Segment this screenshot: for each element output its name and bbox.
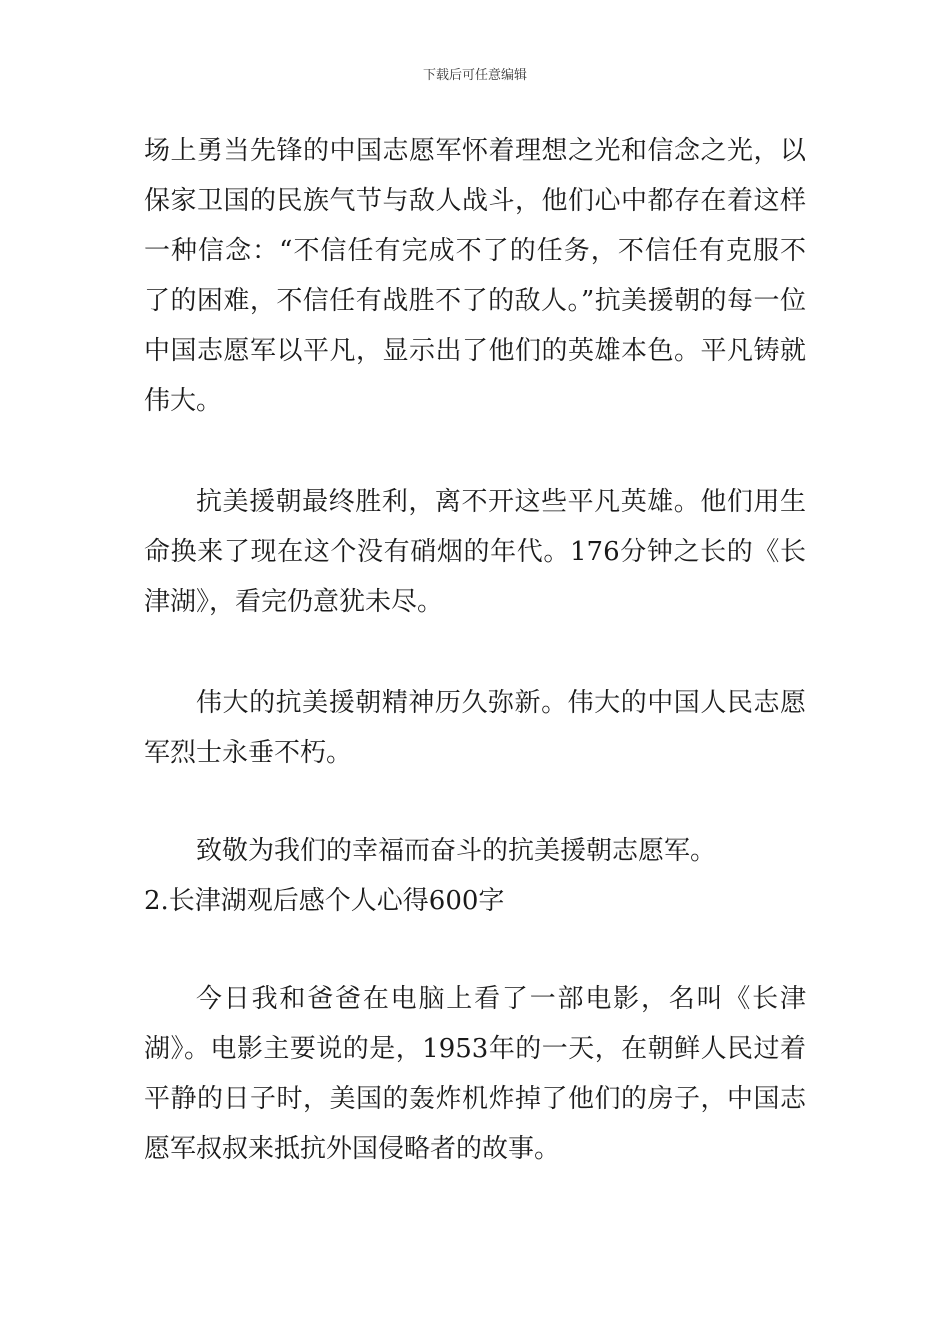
paragraph-victory: 抗美援朝最终胜利，离不开这些平凡英雄。他们用生命换来了现在这个没有硝烟的年代。176分钟之长的《长津湖》，看完仍意犹未尽。 [144,487,806,617]
paragraph-continued: 场上勇当先锋的中国志愿军怀着理想之光和信念之光，以保家卫国的民族气节与敌人战斗，他们心中都存在着这样一种信念：“不信任有完成不了的任务，不信任有克服不了的困难，不信任有战胜不了的敌人。”抗美援朝的每一位中国志愿军以平凡，显示出了他们的英雄本色。平凡铸就伟大。 [144,136,806,416]
paragraph-section-intro: 今日我和爸爸在电脑上看了一部电影，名叫《长津湖》。电影主要说的是，1953年的一天，在朝鲜人民过着平静的日子时，美国的轰炸机炸掉了他们的房子，中国志愿军叔叔来抵抗外国侵略者的故事。 [144,984,806,1164]
document-body [144,126,806,1174]
paragraph-spirit: 伟大的抗美援朝精神历久弥新。伟大的中国人民志愿军烈士永垂不朽。 [144,688,806,768]
section-heading: 2.长津湖观后感个人心得600字 [144,886,505,916]
page-header: 下载后可任意编辑 [422,68,527,83]
paragraph-salute: 致敬为我们的幸福而奋斗的抗美援朝志愿军。 [196,836,717,866]
